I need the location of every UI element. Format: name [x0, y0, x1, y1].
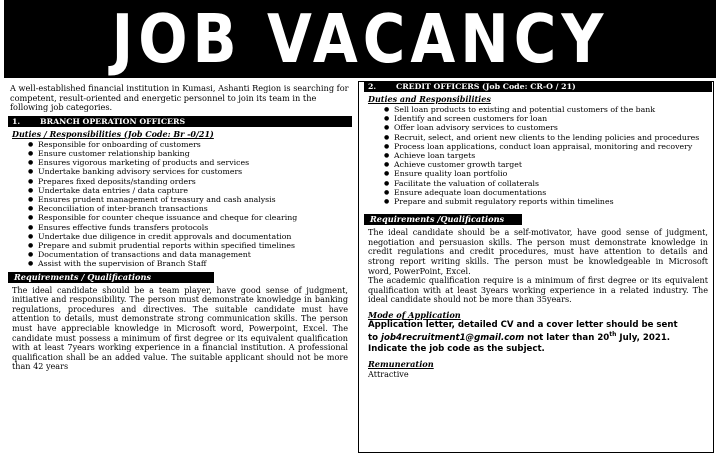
list-item: ● Facilitate the valuation of collaterals — [394, 179, 712, 188]
application-line-2 — [368, 330, 712, 343]
application-deadline-sup: th — [609, 331, 617, 339]
right-column — [364, 81, 712, 379]
list-item: ● Offer loan advisory services to customers — [394, 123, 712, 132]
application-heading: Mode of Application — [368, 309, 461, 320]
section2-requirements-heading: Requirements /Qualifications — [364, 214, 522, 225]
list-item: ● Responsible for onboarding of customers — [38, 140, 352, 149]
application-to: to — [368, 333, 382, 344]
list-item: ● Undertake banking advisory services for customers — [38, 167, 352, 176]
list-item: ● Responsible for counter cheque issuance and cheque for clearing — [38, 213, 352, 222]
list-item: ● Assist with the supervision of Branch Staff — [38, 259, 352, 268]
list-item: ● Undertake due diligence in credit approvals and documentation — [38, 232, 352, 241]
list-item: ● Achieve loan targets — [394, 151, 712, 160]
list-item: ● Prepares fixed deposits/standing orders — [38, 177, 352, 186]
application-line-3: Indicate the job code as the subject. — [368, 343, 545, 354]
section1-title: BRANCH OPERATION OFFICERS — [40, 116, 186, 126]
list-item: ● Recruit, select, and orient new clients to the lending policies and procedures — [394, 133, 712, 142]
intro-text: A well-established financial institution in Kumasi, Ashanti Region is searching for competent, result-oriented and energetic personnel to join its team in the following job categories. — [10, 83, 349, 113]
section2-duties-list — [364, 105, 712, 206]
section2-number: 2. — [368, 82, 377, 91]
list-item: ● Achieve customer growth target — [394, 160, 712, 169]
section1-requirements-text: The ideal candidate should be a team player, have good sense of judgment, initiative and responsibility. The person must demonstrate knowledge in banking regulations, procedures and directives. The suitable candidate must have attention to details, must demonstrate strong communication skills. The person must have appreciable knowledge in Microsoft word, Powerpoint, Excel. The candidate must possess a minimum of first degree or its equivalent qualification with at least 7years working experience in a financial institution. A professional qualification shall be an added value. The suitable applicant should not be more than 42 years — [12, 284, 348, 372]
page-title: JOB VACANCY — [111, 0, 609, 79]
section1-header — [8, 116, 352, 127]
remuneration-value: Attractive — [368, 369, 409, 380]
list-item: ● Prepare and submit prudential reports within specified timelines — [38, 241, 352, 250]
section2-duties-heading: Duties and Responsibilities — [368, 94, 491, 104]
list-item: ● Ensure customer relationship banking — [38, 149, 352, 158]
list-item: ● Ensures prudent management of treasury and cash analysis — [38, 195, 352, 204]
remuneration-heading: Remuneration — [368, 359, 434, 370]
left-column — [8, 81, 352, 372]
list-item: ● Reconciliation of inter-branch transactions — [38, 204, 352, 213]
application-details — [368, 320, 712, 354]
title-banner — [4, 0, 716, 78]
section1-duties-heading: Duties / Responsibilities (Job Code: Br -0/21) — [12, 128, 214, 139]
list-item: ● Ensures effective funds transfers protocols — [38, 223, 352, 232]
section2-title: CREDIT OFFICERS (Job Code: CR-O / 21) — [396, 82, 576, 91]
section2-requirements-text: The ideal candidate should be a self-motivator, have good sense of judgment, negotiation and persuasion skills. The person must demonstrate knowledge in credit regulations and credit procedures, must have attention to details and strong report writing skills. The person must be knowledgeable in Microsoft word, PowerPoint, Excel. — [368, 227, 708, 276]
section1-duties-list — [8, 140, 352, 269]
application-email: job4recruitment1@gmail.com — [381, 333, 525, 344]
list-item: ● Ensures vigorous marketing of products and services — [38, 158, 352, 167]
list-item: ● Sell loan products to existing and potential customers of the bank — [394, 105, 712, 114]
section2-header — [364, 81, 712, 92]
list-item: ● Ensure quality loan portfolio — [394, 169, 712, 178]
section2-requirements-text-2: The academic qualification require is a minimum of first degree or its equivalent qualification with at least 3years working experience in a related industry. The ideal candidate should not be more than 35years. — [368, 275, 708, 305]
application-line-1: Application letter, detailed CV and a cover letter should be sent — [368, 319, 678, 330]
list-item: ● Ensure adequate loan documentations — [394, 188, 712, 197]
section1-number: 1. — [12, 116, 21, 126]
list-item: ● Identify and screen customers for loan — [394, 114, 712, 123]
application-deadline-pre: not later than 20 — [524, 333, 610, 344]
list-item: ● Documentation of transactions and data management — [38, 250, 352, 259]
list-item: ● Undertake data entries / data capture — [38, 186, 352, 195]
section1-requirements-heading: Requirements / Qualifications — [8, 272, 214, 283]
application-deadline-post: July, 2021. — [616, 333, 671, 344]
list-item: ● Process loan applications, conduct loan appraisal, monitoring and recovery — [394, 142, 712, 151]
list-item: ● Prepare and submit regulatory reports within timelines — [394, 197, 712, 206]
